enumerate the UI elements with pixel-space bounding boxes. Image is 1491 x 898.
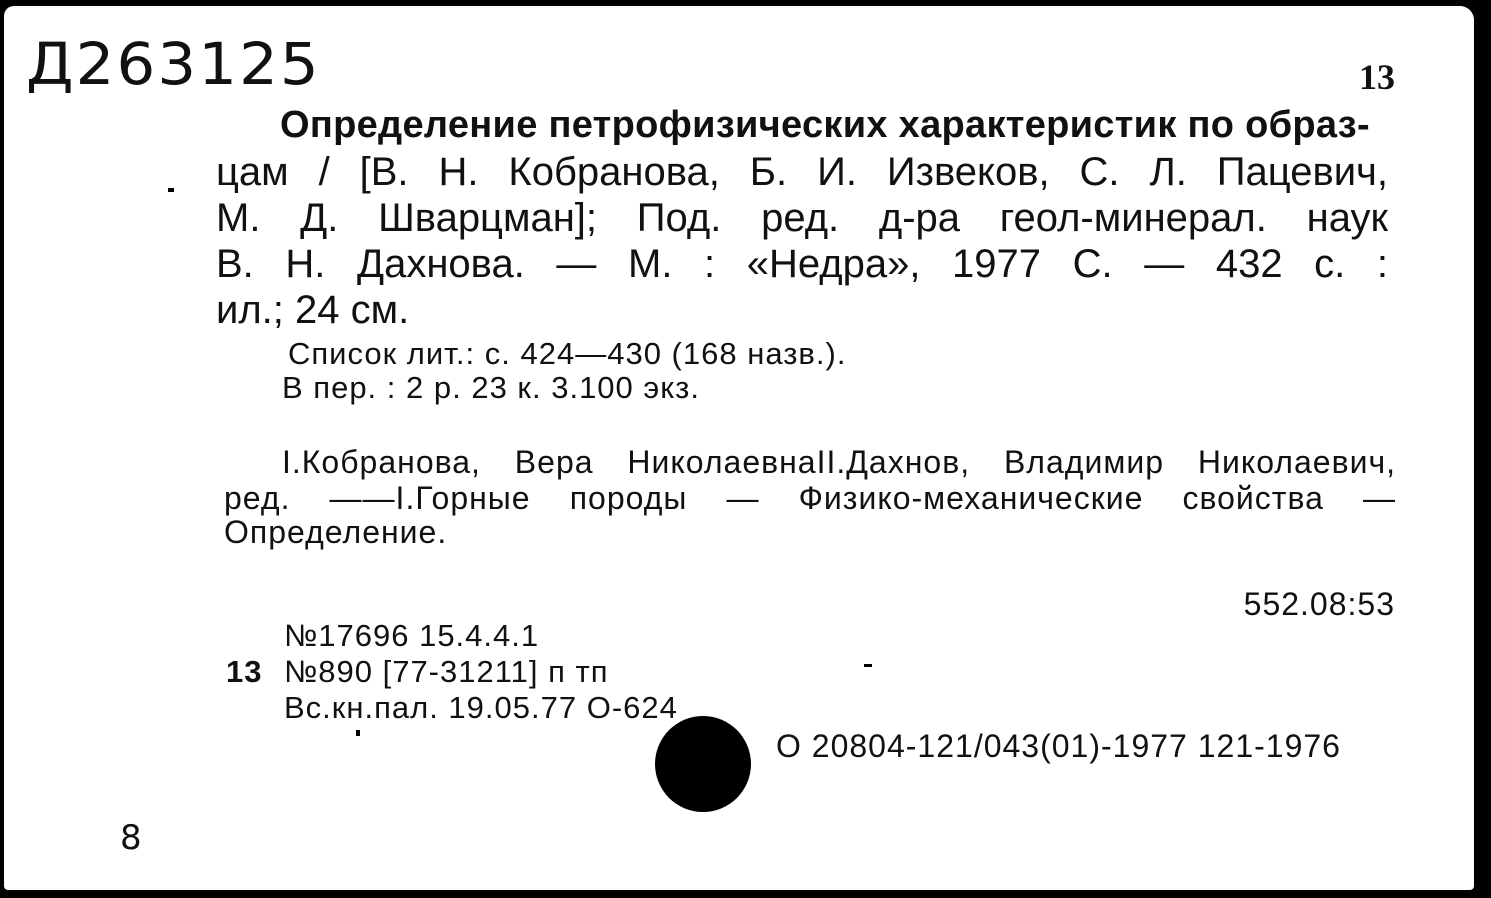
bibliography-note: Список лит.: с. 424—430 (168 назв.). bbox=[288, 336, 847, 371]
handwritten-code: Д263125 bbox=[26, 30, 321, 98]
price-note: В пер. : 2 р. 23 к. 3.100 экз. bbox=[282, 370, 700, 405]
punch-hole bbox=[655, 716, 751, 812]
speck bbox=[864, 664, 872, 667]
record-line-3: Вс.кн.пал. 19.05.77 О-624 bbox=[284, 690, 678, 725]
body-line-1: цам / [В. Н. Кобранова, Б. И. Извеков, С. Л. Пацевич, bbox=[216, 150, 1388, 194]
tracing-line-1: I.Кобранова, Вера НиколаевнаII.Дахнов, Владимир Николаевич, bbox=[282, 444, 1396, 480]
record-line-2: №890 [77-31211] п тп bbox=[284, 654, 609, 689]
tracing-line-3: Определение. bbox=[224, 514, 448, 550]
speck bbox=[356, 730, 360, 736]
pencil-mark: 8 bbox=[120, 818, 142, 858]
tracing-line-2: ред. ——I.Горные породы — Физико-механические свойства — bbox=[224, 480, 1396, 516]
speck bbox=[168, 188, 174, 192]
record-line-1: №17696 15.4.4.1 bbox=[284, 618, 540, 653]
book-title: Определение петрофизических характеристик по образ- bbox=[280, 104, 1370, 146]
card-number: 13 bbox=[1359, 57, 1395, 97]
udc-code: 552.08:53 bbox=[1243, 586, 1395, 622]
body-line-4: ил.; 24 см. bbox=[216, 288, 410, 332]
record-prefix: 13 bbox=[226, 654, 263, 689]
body-line-3: В. Н. Дахнова. — М. : «Недра», 1977 С. — 432 с. : bbox=[216, 242, 1388, 286]
isbn-line: О 20804-121/043(01)-1977 121-1976 bbox=[776, 728, 1341, 764]
body-line-2: М. Д. Шварцман]; Под. ред. д-ра геол-минерал. наук bbox=[216, 196, 1388, 240]
